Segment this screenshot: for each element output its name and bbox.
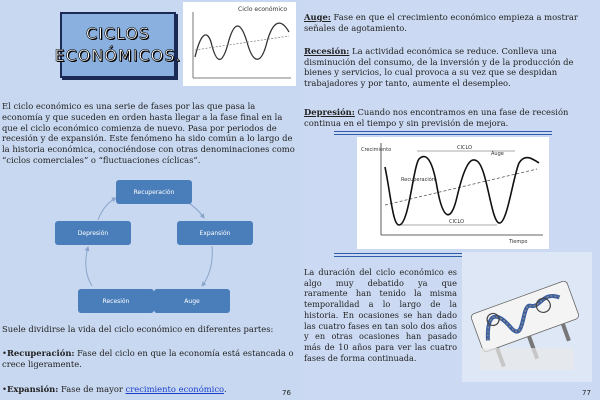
cycle-node-recesion: Recesión — [78, 289, 154, 313]
item-text-end: . — [223, 384, 227, 394]
item-term: Recuperación: — [6, 348, 75, 358]
def-text: Cuando nos encontramos en una fase de recesión continua en el tiempo y sin previsión de mejora. — [304, 107, 569, 128]
divider-top-2 — [334, 134, 552, 135]
def-text: La actividad económica se reduce. Conlleva una disminución del consumo, de la inversión y de la producción de bienes y servicios, lo cual provoca a su vez que se despidan trabajadores y por tanto, aumente el desempleo. — [304, 46, 574, 88]
item-text: Fase de mayor — [58, 384, 126, 394]
def-text: Fase en que el crecimiento económico empieza a mostrar señales de agotamiento. — [304, 12, 578, 33]
chart-trend-line — [385, 169, 537, 205]
ciclo-bottom-label: CICLO — [449, 219, 464, 225]
cycle-chart — [357, 137, 549, 249]
intro-paragraph: El ciclo económico es una serie de fases por las que pasa la economía y que suceden en orden hasta llegar a la fase final en la que el ciclo económico comienza de nuevo. Pasa por periodos de recesión y de expansión. Este fenómeno ha sido común a lo largo de la historia económica, conociéndose con otras denominaciones como “ciclos comerciales” o “fluctuaciones cíclicas”. — [2, 101, 295, 165]
cycle-node-expansion: Expansión — [177, 221, 253, 245]
item-expansion: •Expansión: Fase de mayor crecimiento económico. — [2, 384, 227, 394]
economy-photo — [462, 252, 592, 382]
cycle-node-recuperacion: Recuperación — [116, 180, 192, 204]
page-title: CICLOS ECONÓMICOS. — [54, 24, 182, 65]
chart-y-label: Crecimiento — [361, 147, 392, 153]
divide-text: Suele dividirse la vida del ciclo económico en diferentes partes: — [2, 324, 274, 334]
chart-cycle-wave — [385, 157, 539, 225]
duration-paragraph: La duración del ciclo económico es algo muy debatido ya que raramente han tenido la misma temporalidad a lo largo de la historia. En ocasiones se han dado las cuatro fases en tan solo dos años y en otras ocasiones han pasado más de 10 años para ver las cuatro fases de forma continuada. — [304, 267, 457, 363]
def-term: Depresión: — [304, 107, 355, 117]
item-text: Fase del ciclo en que la economía está estancada o crece ligeramente. — [2, 348, 294, 369]
page-number-left: 76 — [282, 389, 291, 397]
crecimiento-link[interactable]: crecimiento económico — [125, 384, 224, 394]
def-auge — [304, 12, 596, 33]
cycle-node-depresion: Depresión — [55, 221, 131, 245]
item-recuperacion: •Recuperación: Fase del ciclo en que la economía está estancada o crece ligeramente. — [2, 348, 294, 369]
def-term: Auge: — [304, 12, 331, 22]
chart-x-label: Tiempo — [509, 239, 528, 245]
def-term: Recesión: — [304, 46, 350, 56]
item-term: Expansión: — [6, 384, 59, 394]
def-recesion — [304, 46, 596, 88]
mini-chart-title: Ciclo económico — [238, 6, 288, 13]
page-number-right: 77 — [582, 389, 591, 397]
right-page — [300, 0, 600, 400]
divider-top-1 — [334, 131, 552, 132]
chart-auge-label: Auge — [491, 151, 504, 157]
chart-recuperacion-label: Recuperación — [401, 177, 435, 183]
ciclo-top-label: CICLO — [457, 145, 472, 151]
cycle-node-auge: Auge — [154, 289, 230, 313]
def-depresion — [304, 107, 596, 128]
